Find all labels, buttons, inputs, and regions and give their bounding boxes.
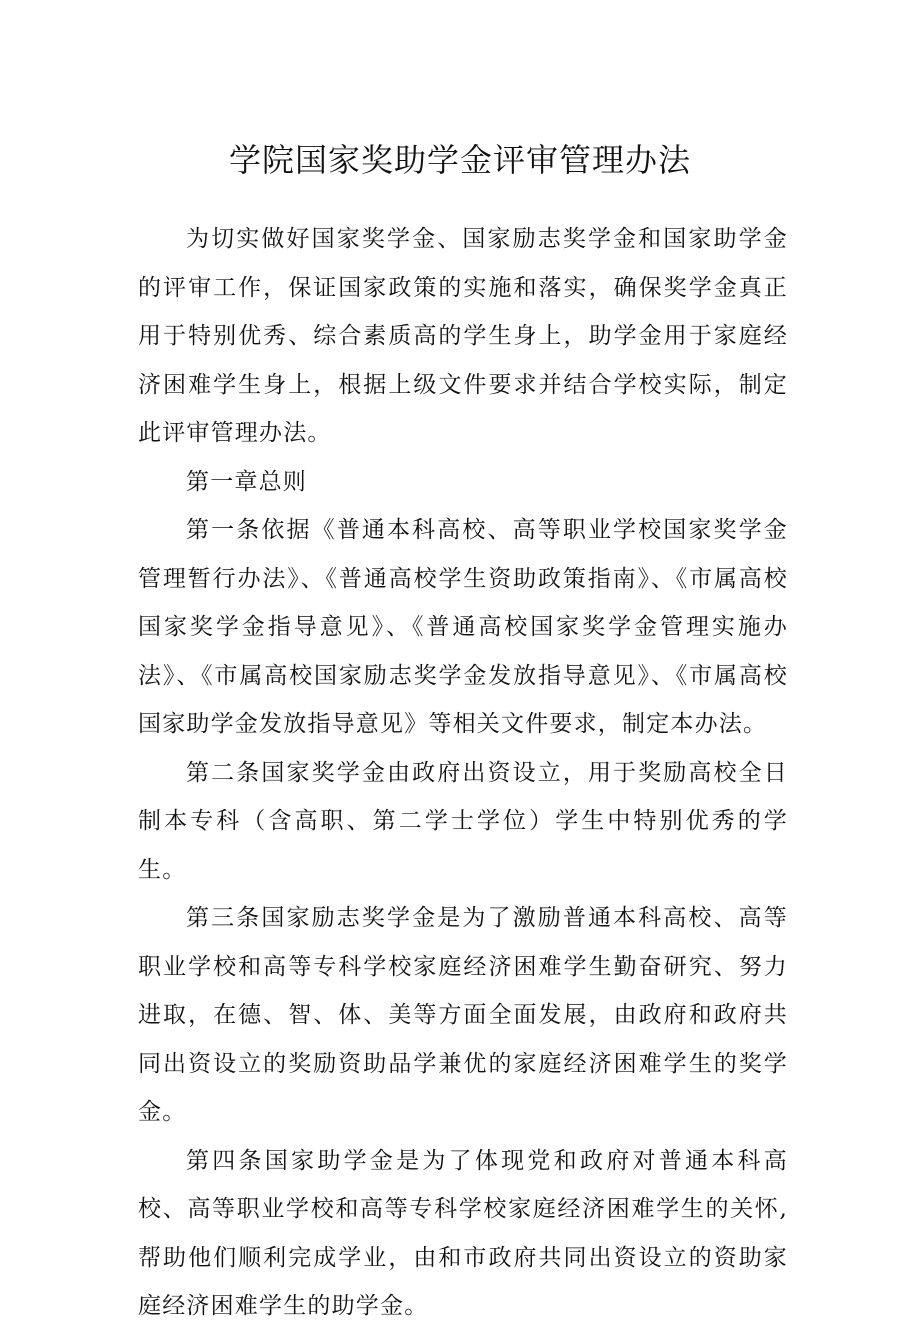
article-4: 第四条国家助学金是为了体现党和政府对普通本科高校、高等职业学校和高等专科学校家庭经济困难学生的关怀,帮助他们顺利完成学业，由和市政府共同出资设立的资助家庭经济困难学生的助学金。 — [138, 1147, 788, 1319]
article-3: 第三条国家励志奖学金是为了激励普通本科高校、高等职业学校和高等专科学校家庭经济困难学生勤奋研究、努力进取，在德、智、体、美等方面全面发展，由政府和政府共同出资设立的奖励资助品学兼优的家庭经济困难学生的奖学金。 — [138, 905, 788, 1125]
article-1: 第一条依据《普通本科高校、高等职业学校国家奖学金管理暂行办法》、《普通高校学生资助政策指南》、《市属高校国家奖学金指导意见》、《普通高校国家奖学金管理实施办法》、《市属高校国家励志奖学金发放指导意见》、《市属高校国家助学金发放指导意见》等相关文件要求，制定本办法。 — [138, 517, 788, 737]
article-2: 第二条国家奖学金由政府出资设立，用于奖励高校全日制本专科（含高职、第二学士学位）学生中特别优秀的学生。 — [138, 759, 788, 883]
document-body — [138, 215, 788, 1331]
chapter-heading: 第一章总则 — [186, 468, 307, 495]
document-title: 学院国家奖助学金评审管理办法 — [228, 141, 691, 179]
paragraph-intro: 为切实做好国家奖学金、国家励志奖学金和国家助学金的评审工作，保证国家政策的实施和落实，确保奖学金真正用于特别优秀、综合素质高的学生身上，助学金用于家庭经济困难学生身上，根据上级文件要求并结合学校实际，制定此评审管理办法。 — [138, 226, 788, 446]
